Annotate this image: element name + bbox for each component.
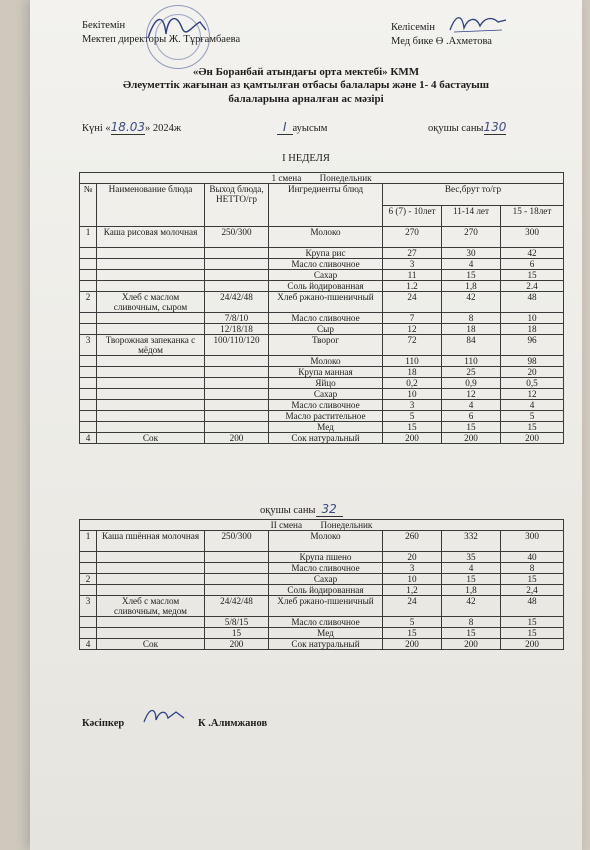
weight-11-14-cell: 4: [442, 400, 501, 411]
ingredient-cell: Сок натуральный: [269, 433, 383, 444]
num-cell: [80, 400, 97, 411]
table-row: [80, 270, 564, 281]
weight-11-14-cell: 332: [442, 531, 501, 552]
weight-6-10-cell: 24: [383, 292, 442, 313]
num-cell: [80, 367, 97, 378]
ingredient-cell: Масло растительное: [269, 411, 383, 422]
dish-name-cell: Каша пшённая молочная: [97, 531, 205, 552]
output-cell: 24/42/48: [205, 292, 269, 313]
weight-6-10-cell: 10: [383, 574, 442, 585]
dish-name-cell: [97, 400, 205, 411]
dish-name-cell: [97, 378, 205, 389]
weight-6-10-cell: 1.2: [383, 281, 442, 292]
student-count-line: [428, 120, 506, 135]
year-label: » 2024ж: [145, 123, 182, 134]
weight-11-14-cell: 15: [442, 628, 501, 639]
header-ingredients: Ингредиенты блюд: [269, 184, 383, 227]
menu-title-line: балаларына арналған ас мәзірі: [228, 93, 384, 105]
weight-15-18-cell: 15: [501, 617, 564, 628]
output-cell: [205, 411, 269, 422]
dish-name-cell: Каша рисовая молочная: [97, 227, 205, 248]
ingredient-cell: Масло сливочное: [269, 259, 383, 270]
table-row: [80, 628, 564, 639]
ingredient-cell: Хлеб ржано-пшеничный: [269, 596, 383, 617]
agree-label: Келісемін: [391, 22, 436, 33]
header-weight: Вес,брут то/гр: [383, 184, 564, 206]
dish-name-cell: [97, 552, 205, 563]
table-row: [80, 596, 564, 617]
num-cell: [80, 248, 97, 259]
dish-name-cell: [97, 574, 205, 585]
dish-name-cell: [97, 248, 205, 259]
num-cell: 4: [80, 639, 97, 650]
weight-15-18-cell: 2.4: [501, 281, 564, 292]
school-title: «Ән Боранбай атындағы орта мектебі» КММ: [192, 66, 420, 78]
director-line: Мектеп директоры Ж. Тұрғамбаева: [82, 34, 241, 45]
header-output: Выход блюда, НЕТТО/гр: [205, 184, 269, 227]
ingredient-cell: Масло сливочное: [269, 400, 383, 411]
num-cell: [80, 422, 97, 433]
table-row: [80, 259, 564, 270]
ingredient-cell: Молоко: [269, 531, 383, 552]
weight-15-18-cell: 200: [501, 433, 564, 444]
output-cell: 24/42/48: [205, 596, 269, 617]
num-cell: [80, 259, 97, 270]
table-row: [80, 617, 564, 628]
weight-11-14-cell: 42: [442, 292, 501, 313]
num-cell: 3: [80, 335, 97, 356]
table-row: [80, 585, 564, 596]
dish-name-cell: [97, 585, 205, 596]
menu-table-shift-2: [79, 519, 564, 650]
ingredient-cell: Крупа пшено: [269, 552, 383, 563]
weight-11-14-cell: 1,8: [442, 281, 501, 292]
header-num: №: [80, 184, 97, 227]
weight-11-14-cell: 15: [442, 270, 501, 281]
ingredient-cell: Хлеб ржано-пшеничный: [269, 292, 383, 313]
weight-11-14-cell: 200: [442, 433, 501, 444]
output-cell: [205, 400, 269, 411]
num-cell: [80, 628, 97, 639]
ingredient-cell: Сахар: [269, 389, 383, 400]
weight-6-10-cell: 5: [383, 411, 442, 422]
output-cell: 250/300: [205, 531, 269, 552]
dish-name-cell: [97, 259, 205, 270]
num-cell: [80, 585, 97, 596]
shift-value: I: [277, 120, 293, 135]
dish-name-cell: [97, 324, 205, 335]
weight-6-10-cell: 12: [383, 324, 442, 335]
ingredient-cell: Сок натуральный: [269, 639, 383, 650]
weight-15-18-cell: 15: [501, 574, 564, 585]
weight-15-18-cell: 4: [501, 400, 564, 411]
weight-6-10-cell: 110: [383, 356, 442, 367]
ingredient-cell: Соль йодированная: [269, 281, 383, 292]
output-cell: [205, 574, 269, 585]
weight-6-10-cell: 11: [383, 270, 442, 281]
weight-15-18-cell: 10: [501, 313, 564, 324]
weight-6-10-cell: 72: [383, 335, 442, 356]
date-label: Күні «: [82, 123, 111, 134]
table-row: [80, 324, 564, 335]
date-value: 18.03: [110, 120, 146, 134]
table-row: [80, 227, 564, 248]
table-row: [80, 574, 564, 585]
num-cell: 1: [80, 531, 97, 552]
num-cell: 2: [80, 574, 97, 585]
table-row: [80, 378, 564, 389]
mid-count-value: 32: [316, 502, 343, 517]
weight-11-14-cell: 200: [442, 639, 501, 650]
table-row: [80, 639, 564, 650]
table-row: [80, 367, 564, 378]
table-row: [80, 389, 564, 400]
weight-6-10-cell: 260: [383, 531, 442, 552]
weight-11-14-cell: 1,8: [442, 585, 501, 596]
weight-15-18-cell: 6: [501, 259, 564, 270]
weight-6-10-cell: 15: [383, 628, 442, 639]
output-cell: 15: [205, 628, 269, 639]
table-row: [80, 281, 564, 292]
menu-table-shift-1: [79, 172, 564, 444]
week-title: I НЕДЕЛЯ: [282, 153, 330, 164]
output-cell: [205, 552, 269, 563]
weight-11-14-cell: 6: [442, 411, 501, 422]
header-name: Наименование блюда: [97, 184, 205, 227]
weight-15-18-cell: 300: [501, 531, 564, 552]
weight-6-10-cell: 200: [383, 639, 442, 650]
weight-11-14-cell: 4: [442, 563, 501, 574]
table1-body: [80, 173, 564, 444]
output-cell: [205, 422, 269, 433]
weight-6-10-cell: 0,2: [383, 378, 442, 389]
weight-15-18-cell: 0,5: [501, 378, 564, 389]
num-cell: 2: [80, 292, 97, 313]
table-row: [80, 292, 564, 313]
weight-11-14-cell: 15: [442, 574, 501, 585]
header-age-11-14: 11-14 лет: [442, 205, 501, 227]
mid-count-line: [260, 502, 343, 517]
weight-6-10-cell: 15: [383, 422, 442, 433]
entrepreneur-label: Кәсіпкер: [82, 718, 125, 729]
num-cell: [80, 270, 97, 281]
output-cell: 12/18/18: [205, 324, 269, 335]
ingredient-cell: Молоко: [269, 227, 383, 248]
num-cell: [80, 356, 97, 367]
num-cell: 4: [80, 433, 97, 444]
dish-name-cell: [97, 617, 205, 628]
header-row: [80, 184, 564, 206]
weight-6-10-cell: 20: [383, 552, 442, 563]
shift-cell: II смена Понедельник: [80, 520, 564, 531]
output-cell: [205, 259, 269, 270]
entrepreneur-name: К .Алимжанов: [198, 718, 268, 729]
weight-15-18-cell: 8: [501, 563, 564, 574]
weight-15-18-cell: 18: [501, 324, 564, 335]
weight-15-18-cell: 48: [501, 596, 564, 617]
weight-15-18-cell: 96: [501, 335, 564, 356]
weight-15-18-cell: 20: [501, 367, 564, 378]
ingredient-cell: Мед: [269, 422, 383, 433]
ingredient-cell: Творог: [269, 335, 383, 356]
output-cell: [205, 563, 269, 574]
dish-name-cell: Творожная запеканка с мёдом: [97, 335, 205, 356]
weight-11-14-cell: 42: [442, 596, 501, 617]
entrepreneur-signature: [140, 704, 188, 730]
weight-15-18-cell: 12: [501, 389, 564, 400]
dish-name-cell: Хлеб с маслом сливочным, сыром: [97, 292, 205, 313]
output-cell: [205, 585, 269, 596]
mid-count-label: оқушы саны: [260, 505, 316, 516]
header-age-6-10: 6 (7) - 10лет: [383, 205, 442, 227]
ingredient-cell: Крупа манная: [269, 367, 383, 378]
output-cell: 200: [205, 433, 269, 444]
table-row: [80, 248, 564, 259]
output-cell: 7/8/10: [205, 313, 269, 324]
ingredient-cell: Масло сливочное: [269, 617, 383, 628]
count-value: 130: [483, 120, 507, 134]
shift-line: [277, 120, 327, 135]
ingredient-cell: Яйцо: [269, 378, 383, 389]
ingredient-cell: Молоко: [269, 356, 383, 367]
table-row: [80, 400, 564, 411]
ingredient-cell: Сыр: [269, 324, 383, 335]
num-cell: [80, 324, 97, 335]
weight-11-14-cell: 8: [442, 313, 501, 324]
num-cell: 3: [80, 596, 97, 617]
dish-name-cell: Сок: [97, 639, 205, 650]
weight-6-10-cell: 3: [383, 563, 442, 574]
director-signature: [142, 8, 212, 48]
nurse-line: Мед бике Ө .Ахметова: [391, 36, 492, 47]
weight-15-18-cell: 15: [501, 270, 564, 281]
weight-11-14-cell: 0,9: [442, 378, 501, 389]
num-cell: [80, 563, 97, 574]
dish-name-cell: [97, 389, 205, 400]
shift-row: [80, 520, 564, 531]
num-cell: [80, 552, 97, 563]
table-row: [80, 552, 564, 563]
output-cell: 250/300: [205, 227, 269, 248]
weight-11-14-cell: 18: [442, 324, 501, 335]
weight-6-10-cell: 5: [383, 617, 442, 628]
table-row: [80, 411, 564, 422]
num-cell: [80, 313, 97, 324]
num-cell: [80, 411, 97, 422]
ingredient-cell: Соль йодированная: [269, 585, 383, 596]
document-sheet: [30, 0, 582, 850]
weight-11-14-cell: 270: [442, 227, 501, 248]
weight-11-14-cell: 4: [442, 259, 501, 270]
weight-15-18-cell: 2,4: [501, 585, 564, 596]
num-cell: [80, 378, 97, 389]
weight-6-10-cell: 18: [383, 367, 442, 378]
weight-15-18-cell: 300: [501, 227, 564, 248]
weight-15-18-cell: 98: [501, 356, 564, 367]
weight-6-10-cell: 7: [383, 313, 442, 324]
weight-11-14-cell: 35: [442, 552, 501, 563]
output-cell: [205, 367, 269, 378]
num-cell: [80, 617, 97, 628]
ingredient-cell: Мед: [269, 628, 383, 639]
weight-15-18-cell: 48: [501, 292, 564, 313]
num-cell: [80, 389, 97, 400]
table-row: [80, 335, 564, 356]
output-cell: [205, 281, 269, 292]
weight-6-10-cell: 3: [383, 259, 442, 270]
shift-cell: 1 смена Понедельник: [80, 173, 564, 184]
output-cell: [205, 248, 269, 259]
weight-6-10-cell: 27: [383, 248, 442, 259]
table-row: [80, 531, 564, 552]
weight-15-18-cell: 42: [501, 248, 564, 259]
num-cell: [80, 281, 97, 292]
dish-name-cell: [97, 313, 205, 324]
table-row: [80, 356, 564, 367]
ingredient-cell: Сахар: [269, 270, 383, 281]
nurse-signature: [446, 10, 510, 36]
date-line: [82, 120, 181, 135]
output-cell: 100/110/120: [205, 335, 269, 356]
weight-6-10-cell: 1,2: [383, 585, 442, 596]
output-cell: 5/8/15: [205, 617, 269, 628]
ingredient-cell: Масло сливочное: [269, 313, 383, 324]
weight-15-18-cell: 200: [501, 639, 564, 650]
weight-6-10-cell: 10: [383, 389, 442, 400]
weight-11-14-cell: 12: [442, 389, 501, 400]
dish-name-cell: [97, 628, 205, 639]
weight-11-14-cell: 8: [442, 617, 501, 628]
header-age-15-18: 15 - 18лет: [501, 205, 564, 227]
shift-label: ауысым: [292, 123, 328, 134]
dish-name-cell: [97, 270, 205, 281]
weight-15-18-cell: 40: [501, 552, 564, 563]
approve-label: Бекітемін: [82, 20, 126, 31]
output-cell: 200: [205, 639, 269, 650]
weight-6-10-cell: 3: [383, 400, 442, 411]
weight-6-10-cell: 24: [383, 596, 442, 617]
weight-11-14-cell: 25: [442, 367, 501, 378]
dish-name-cell: [97, 411, 205, 422]
dish-name-cell: [97, 563, 205, 574]
ingredient-cell: Крупа рис: [269, 248, 383, 259]
weight-15-18-cell: 15: [501, 422, 564, 433]
dish-name-cell: Хлеб с маслом сливочным, медом: [97, 596, 205, 617]
weight-6-10-cell: 200: [383, 433, 442, 444]
weight-15-18-cell: 15: [501, 628, 564, 639]
output-cell: [205, 378, 269, 389]
dish-name-cell: [97, 367, 205, 378]
weight-11-14-cell: 84: [442, 335, 501, 356]
weight-11-14-cell: 15: [442, 422, 501, 433]
num-cell: 1: [80, 227, 97, 248]
output-cell: [205, 389, 269, 400]
menu-title-line: Әлеуметтік жағынан аз қамтылған отбасы балалары және 1- 4 бастауыш: [122, 79, 490, 91]
weight-11-14-cell: 110: [442, 356, 501, 367]
shift-row: [80, 173, 564, 184]
table-row: [80, 433, 564, 444]
weight-6-10-cell: 270: [383, 227, 442, 248]
table-row: [80, 422, 564, 433]
weight-15-18-cell: 5: [501, 411, 564, 422]
dish-name-cell: [97, 422, 205, 433]
dish-name-cell: [97, 281, 205, 292]
output-cell: [205, 270, 269, 281]
ingredient-cell: Сахар: [269, 574, 383, 585]
table-row: [80, 563, 564, 574]
count-label: оқушы саны: [428, 123, 484, 134]
dish-name-cell: Сок: [97, 433, 205, 444]
dish-name-cell: [97, 356, 205, 367]
ingredient-cell: Масло сливочное: [269, 563, 383, 574]
table-row: [80, 313, 564, 324]
weight-11-14-cell: 30: [442, 248, 501, 259]
output-cell: [205, 356, 269, 367]
